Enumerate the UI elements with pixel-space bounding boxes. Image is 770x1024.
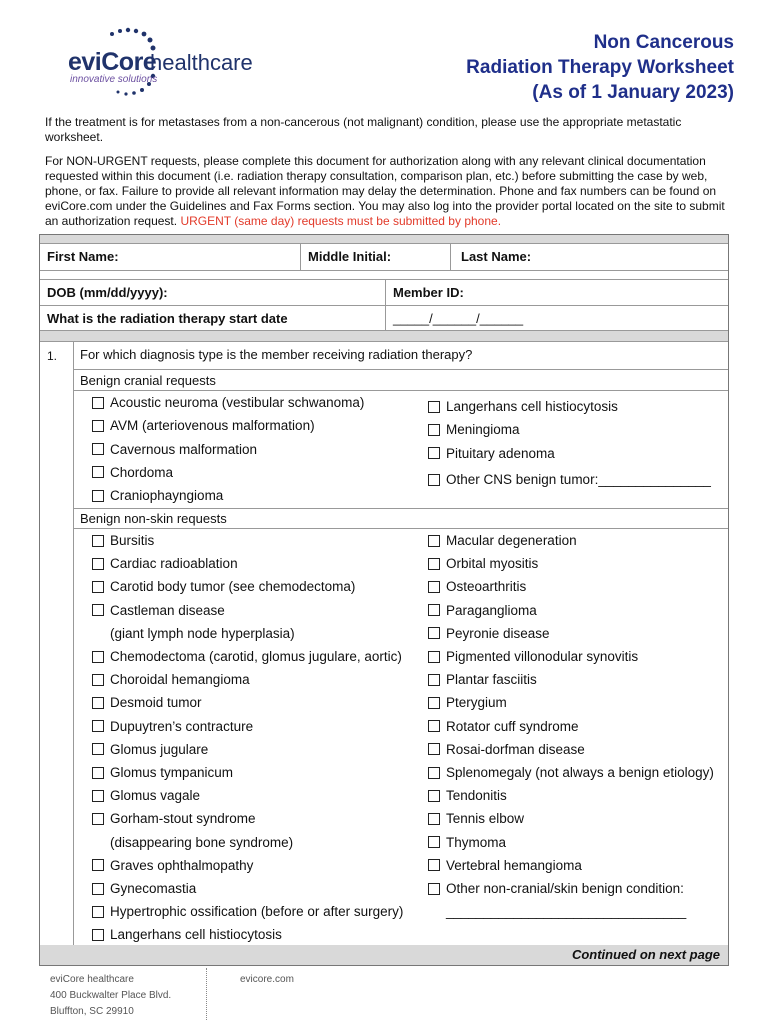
checkbox-option[interactable] [92, 742, 208, 757]
checkbox-icon[interactable] [92, 883, 104, 895]
checkbox-label: Bursitis [110, 533, 155, 548]
divider [73, 390, 728, 391]
member-id-label: Member ID: [393, 285, 464, 300]
last-name-label: Last Name: [461, 249, 532, 264]
checkbox-icon[interactable] [428, 697, 440, 709]
checkbox-option [92, 626, 295, 641]
footer-divider [206, 968, 208, 1020]
checkbox-label: Glomus jugulare [110, 741, 209, 757]
checkbox-option[interactable] [92, 695, 202, 710]
checkbox-option[interactable] [92, 556, 238, 571]
checkbox-option[interactable] [92, 603, 225, 618]
checkbox-icon[interactable] [92, 581, 104, 593]
title-line-3: (As of 1 January 2023) [532, 82, 734, 103]
checkbox-icon[interactable] [428, 790, 440, 802]
checkbox-icon[interactable] [428, 883, 440, 895]
checkbox-icon[interactable] [92, 743, 104, 755]
urgent-notice: URGENT (same day) requests must be submitted by phone. [180, 214, 502, 228]
question-text: For which diagnosis type is the member receiving radiation therapy? [80, 347, 473, 362]
checkbox-label: Pigmented villonodular synovitis [446, 649, 639, 664]
divider [73, 528, 728, 529]
continued-banner: Continued on next page [40, 945, 728, 965]
checkbox-icon[interactable] [428, 558, 440, 570]
checkbox-option[interactable] [428, 788, 507, 803]
checkbox-icon[interactable] [92, 767, 104, 779]
checkbox-option[interactable] [428, 672, 537, 687]
checkbox-option [428, 904, 686, 919]
checkbox-icon[interactable] [92, 490, 104, 502]
checkbox-icon[interactable] [428, 401, 440, 413]
footer-website[interactable]: evicore.com [240, 974, 294, 985]
checkbox-option[interactable] [428, 719, 579, 734]
checkbox-icon[interactable] [428, 447, 440, 459]
title-line-2: Radiation Therapy Worksheet [466, 57, 734, 78]
checkbox-label: Cardiac radioablation [110, 556, 238, 572]
checkbox-label: Acoustic neuroma (vestibular schwanoma) [110, 395, 365, 410]
checkbox-option [92, 835, 293, 850]
checkbox-icon[interactable] [92, 397, 104, 409]
checkbox-icon[interactable] [428, 859, 440, 871]
dob-label: DOB (mm/dd/yyyy): [47, 285, 168, 300]
checkbox-label: Pituitary adenoma [446, 445, 555, 461]
checkbox-option[interactable] [428, 811, 524, 826]
checkbox-icon[interactable] [92, 720, 104, 732]
checkbox-icon[interactable] [92, 674, 104, 686]
checkbox-option[interactable] [428, 533, 577, 548]
checkbox-option[interactable] [428, 472, 711, 487]
question-number: 1. [47, 349, 58, 363]
first-name-label: First Name: [47, 249, 119, 264]
checkbox-icon[interactable] [92, 420, 104, 432]
first-name-field[interactable] [40, 243, 300, 270]
start-date-input[interactable]: _____/______/______ [385, 306, 728, 330]
checkbox-icon[interactable] [428, 674, 440, 686]
checkbox-label: Meningioma [446, 422, 520, 438]
checkbox-option[interactable] [92, 765, 233, 780]
footer-street: 400 Buckwalter Place Blvd. [50, 990, 172, 1001]
checkbox-option[interactable] [428, 765, 714, 780]
checkbox-icon[interactable] [92, 535, 104, 547]
checkbox-icon[interactable] [92, 906, 104, 918]
checkbox-icon[interactable] [428, 424, 440, 436]
checkbox-label: AVM (arteriovenous malformation) [110, 418, 315, 434]
checkbox-icon[interactable] [92, 466, 104, 478]
checkbox-icon[interactable] [92, 859, 104, 871]
title-line-1: Non Cancerous [593, 32, 734, 53]
footer-city: Bluffton, SC 29910 [50, 1006, 134, 1017]
checkbox-label: Pterygium [446, 695, 507, 711]
checkbox-label: (disappearing bone syndrome) [110, 834, 294, 850]
checkbox-option[interactable] [92, 533, 154, 548]
footer-company: eviCore healthcare [50, 974, 134, 985]
checkbox-option[interactable] [92, 811, 256, 826]
checkbox-label: Craniophayngioma [110, 488, 224, 504]
checkbox-option[interactable] [428, 742, 585, 757]
checkbox-icon[interactable] [92, 558, 104, 570]
checkbox-option[interactable] [92, 927, 282, 942]
intro-text [45, 115, 735, 238]
checkbox-option[interactable] [92, 395, 364, 410]
middle-initial-label: Middle Initial: [308, 249, 392, 264]
form-mid-band [40, 331, 728, 342]
checkbox-label: Rosai-dorfman disease [446, 741, 585, 757]
checkbox-icon[interactable] [92, 790, 104, 802]
checkbox-label: Gynecomastia [110, 881, 197, 896]
checkbox-icon[interactable] [428, 581, 440, 593]
checkbox-label: ________________________________ [446, 904, 687, 920]
question-divider [73, 341, 74, 946]
checkbox-label: Thymoma [446, 834, 507, 850]
checkbox-label: Paraganglioma [446, 602, 537, 618]
checkbox-option[interactable] [92, 672, 250, 687]
checkbox-label: Macular degeneration [446, 533, 577, 548]
start-date-label: What is the radiation therapy start date [47, 310, 288, 326]
checkbox-icon[interactable] [92, 604, 104, 616]
checkbox-label: Tennis elbow [446, 811, 525, 827]
checkbox-label: Other non-cranial/skin benign condition: [446, 881, 684, 896]
intro-paragraph-2-body: For NON-URGENT requests, please complete this document for authorization along with any relevant clinical documentation requested within this document (i.e. radiation therapy consultation, comparison plan, etc.) before submitting the case by web, phone, or fax. Failure to provide all relevant information may delay the determination. Phone and fax numbers can be found on eviCore.com under the Guidelines and Fax Forms section. You may also log into the provider portal located on the site to submit an authorization request. [45, 154, 725, 228]
checkbox-option[interactable] [428, 603, 537, 618]
section-heading-cranial: Benign cranial requests [80, 373, 216, 388]
name-row [40, 243, 728, 271]
checkbox-option[interactable] [428, 626, 550, 641]
checkbox-option[interactable] [428, 881, 684, 896]
checkbox-option[interactable] [428, 835, 506, 850]
checkbox-icon[interactable] [92, 443, 104, 455]
checkbox-option[interactable] [92, 488, 223, 503]
intro-paragraph-2 [45, 154, 735, 229]
checkbox-label: Rotator cuff syndrome [446, 718, 579, 734]
member-id-field[interactable] [385, 280, 728, 305]
logo-brand: eviCore [68, 48, 157, 76]
middle-initial-field[interactable] [300, 243, 450, 270]
spacer-row [40, 271, 728, 280]
checkbox-option[interactable] [92, 465, 173, 480]
checkbox-icon[interactable] [428, 743, 440, 755]
checkbox-label: (giant lymph node hyperplasia) [110, 625, 295, 641]
checkbox-icon[interactable] [428, 535, 440, 547]
worksheet-form [39, 234, 729, 966]
checkbox-label: Tendonitis [446, 788, 507, 804]
checkbox-option[interactable] [92, 719, 253, 734]
checkbox-option[interactable] [428, 579, 526, 594]
checkbox-label: Chemodectoma (carotid, glomus jugulare, aortic) [110, 649, 402, 664]
checkbox-label: Osteoarthritis [446, 579, 527, 595]
checkbox-label: Glomus vagale [110, 788, 201, 804]
logo-suffix: healthcare [150, 50, 253, 75]
start-date-row [40, 306, 728, 331]
checkbox-option[interactable] [428, 695, 507, 710]
checkbox-option[interactable] [92, 858, 253, 873]
evicore-logo [60, 26, 270, 96]
checkbox-icon[interactable] [428, 836, 440, 848]
checkbox-label: Glomus tympanicum [110, 765, 234, 780]
section-heading-nonskin: Benign non-skin requests [80, 511, 227, 526]
checkbox-label: Langerhans cell histiocytosis [446, 399, 618, 414]
checkbox-label: Desmoid tumor [110, 695, 202, 711]
checkbox-label: Castleman disease [110, 602, 225, 618]
checkbox-option[interactable] [428, 649, 638, 664]
checkbox-option[interactable] [428, 446, 555, 461]
checkbox-label: Gorham-stout syndrome [110, 811, 256, 827]
checkbox-label: Splenomegaly (not always a benign etiology) [446, 765, 714, 780]
checkbox-icon[interactable] [428, 651, 440, 663]
checkbox-label: Choroidal hemangioma [110, 672, 250, 688]
logo-tagline: innovative solutions [70, 74, 158, 85]
checkbox-icon[interactable] [92, 697, 104, 709]
checkbox-icon[interactable] [428, 474, 440, 486]
divider [73, 508, 728, 509]
dob-member-row [40, 280, 728, 306]
checkbox-option[interactable] [92, 442, 257, 457]
divider [73, 369, 728, 370]
checkbox-icon[interactable] [428, 767, 440, 779]
checkbox-label: Chordoma [110, 464, 174, 480]
checkbox-label: Other CNS benign tumor:_______________ [446, 472, 711, 487]
checkbox-icon[interactable] [92, 813, 104, 825]
checkbox-icon[interactable] [92, 929, 104, 941]
dob-field[interactable] [40, 280, 385, 305]
checkbox-option[interactable] [428, 399, 618, 414]
checkbox-label: Peyronie disease [446, 625, 550, 641]
document-title [466, 30, 734, 105]
checkbox-icon[interactable] [428, 604, 440, 616]
checkbox-label: Dupuytren’s contracture [110, 718, 254, 734]
checkbox-icon[interactable] [428, 813, 440, 825]
checkbox-icon[interactable] [428, 720, 440, 732]
checkbox-option[interactable] [92, 418, 315, 433]
checkbox-option[interactable] [92, 904, 403, 919]
checkbox-label: Hypertrophic ossification (before or after surgery) [110, 904, 404, 920]
checkbox-label: Carotid body tumor (see chemodectoma) [110, 579, 356, 595]
checkbox-label: Langerhans cell histiocytosis [110, 927, 282, 943]
checkbox-label: Plantar fasciitis [446, 672, 537, 688]
checkbox-label: Graves ophthalmopathy [110, 857, 254, 873]
checkbox-label: Cavernous malformation [110, 441, 258, 457]
checkbox-option[interactable] [428, 422, 520, 437]
checkbox-label: Vertebral hemangioma [446, 857, 582, 873]
intro-paragraph-1: If the treatment is for metastases from a non-cancerous (not malignant) condition, please use the appropriate metastatic worksheet. [45, 115, 682, 144]
checkbox-icon[interactable] [92, 651, 104, 663]
checkbox-option[interactable] [92, 881, 196, 896]
footer-address [50, 972, 171, 1020]
checkbox-label: Orbital myositis [446, 556, 539, 572]
checkbox-option[interactable] [428, 858, 582, 873]
checkbox-option[interactable] [92, 788, 200, 803]
checkbox-option[interactable] [92, 579, 355, 594]
last-name-field[interactable] [450, 243, 728, 270]
checkbox-option[interactable] [428, 556, 538, 571]
checkbox-icon[interactable] [428, 627, 440, 639]
checkbox-option[interactable] [92, 649, 402, 664]
